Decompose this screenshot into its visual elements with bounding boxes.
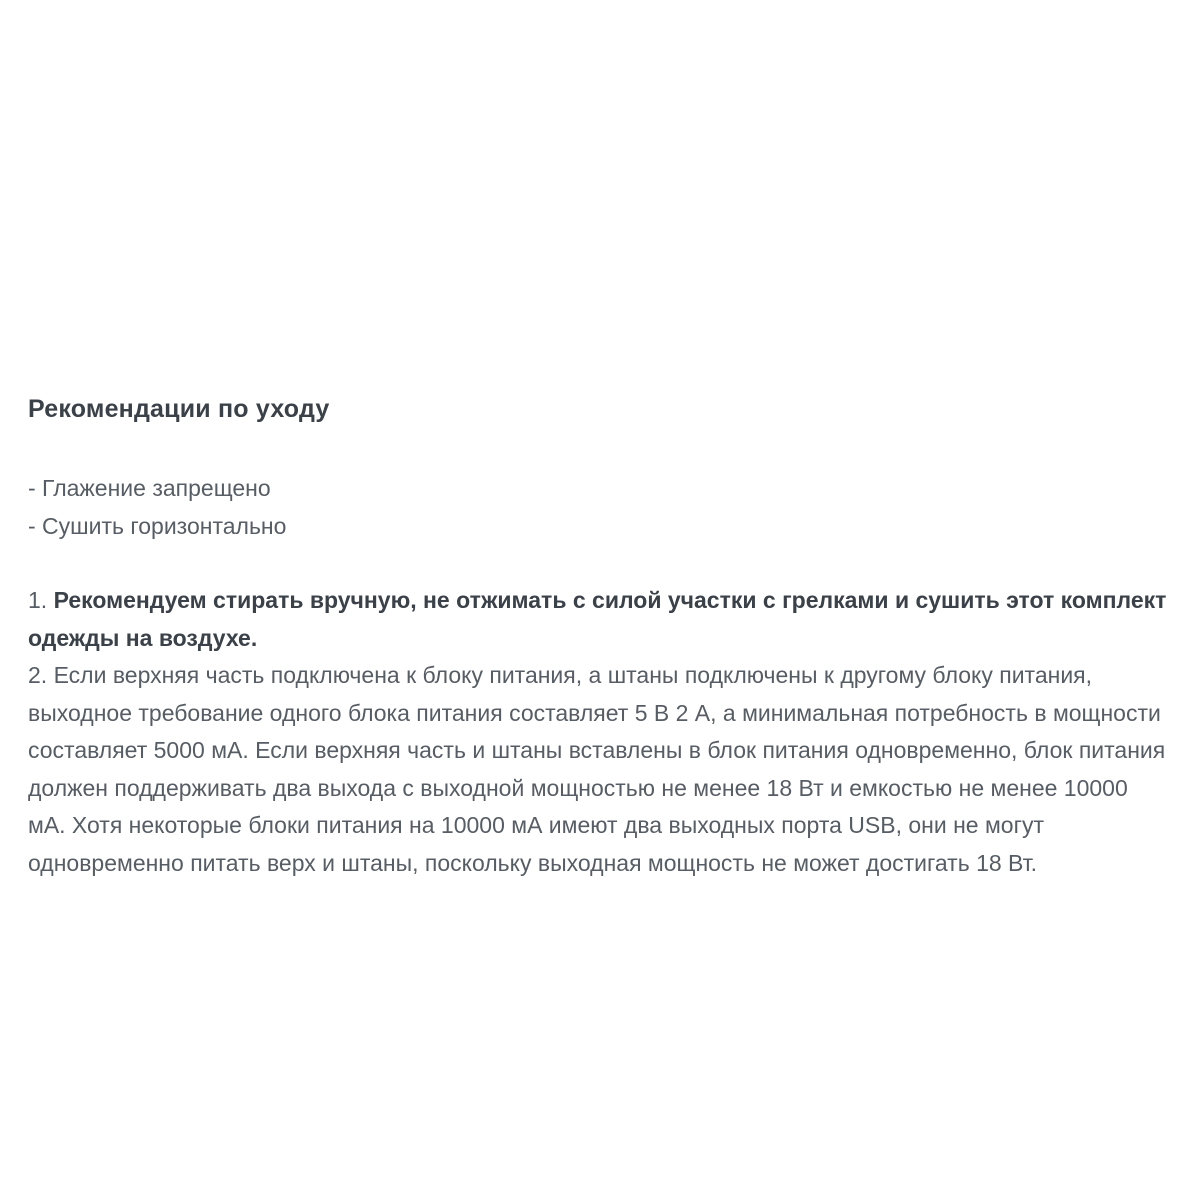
instruction-1-number: 1. [28,587,48,613]
instruction-1-text: Рекомендуем стирать вручную, не отжимать с силой участки с грелками и сушить этот комплект одежды на воздухе. [28,587,1167,651]
instruction-2-text: Если верхняя часть подключена к блоку питания, а штаны подключены к другому блоку питания, выходное требование одного блока питания составляет 5 В 2 А, а минимальная потребность в мощности составляет 5000 мА. Если верхняя часть и штаны вставлены в блок питания одновременно, блок питания должен поддерживать два выхода с выходной мощностью не менее 18 Вт и емкостью не менее 10000 мА. Хотя некоторые блоки питания на 10000 мА имеют два выходных порта USB, они не могут одновременно питать верх и штаны, поскольку выходная мощность не может достигать 18 Вт. [28,662,1166,876]
care-recommendations-section [28,394,1170,882]
care-item-no-ironing: - Глажение запрещено [28,475,271,501]
instruction-2 [28,657,1170,882]
care-list [28,470,1170,545]
section-heading: Рекомендации по уходу [28,395,330,423]
instructions-block [28,582,1170,882]
instruction-1 [28,582,1170,657]
care-item-dry-flat: - Сушить горизонтально [28,512,287,539]
instruction-2-number: 2. [28,662,48,688]
